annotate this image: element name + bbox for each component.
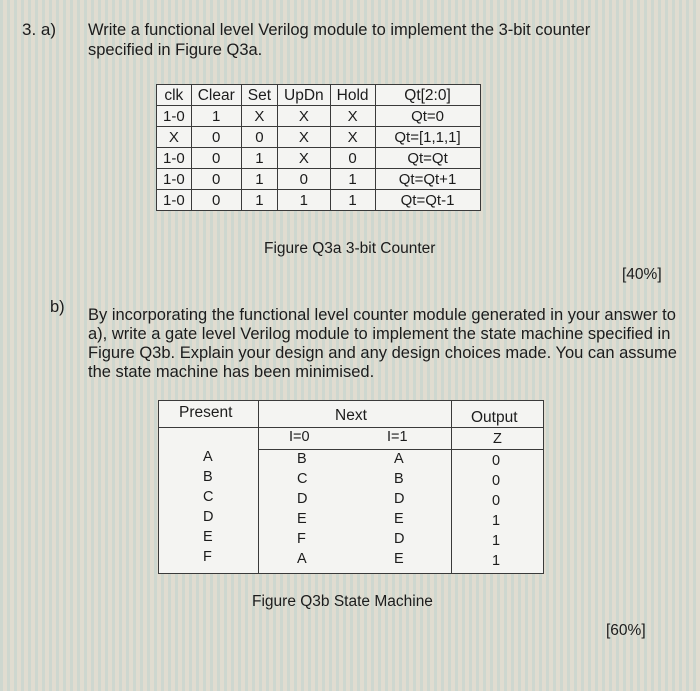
table-cell: 1	[241, 148, 277, 169]
table-cell: Qt=Qt	[375, 148, 480, 169]
next-state-i0: A	[297, 551, 307, 567]
output-z-header: Z	[493, 431, 502, 447]
counter-table-header	[157, 85, 481, 106]
next-state-i0: B	[297, 451, 307, 467]
output-value: 0	[492, 493, 501, 509]
present-state: C	[203, 489, 214, 505]
table-cell: 0	[191, 190, 241, 211]
next-state-i1: E	[394, 511, 404, 527]
header-cell: Set	[241, 85, 277, 106]
table-cell: 0	[191, 148, 241, 169]
next-state-i0: F	[297, 531, 306, 547]
table-cell: X	[330, 127, 375, 148]
state-machine-table	[158, 400, 544, 574]
table-cell: 1-0	[157, 190, 192, 211]
output-value: 1	[492, 553, 501, 569]
table-row	[157, 106, 481, 127]
table-cell: 1	[330, 169, 375, 190]
output-value: 0	[492, 453, 501, 469]
table-cell: 0	[191, 127, 241, 148]
table-row	[157, 190, 481, 211]
next-state-i1: B	[394, 471, 404, 487]
table-cell: X	[241, 106, 277, 127]
table-cell: 1	[191, 106, 241, 127]
next-state-i1: D	[394, 491, 405, 507]
next-state-i1: E	[394, 551, 404, 567]
table-row	[157, 169, 481, 190]
next-i0-header: I=0	[289, 429, 310, 445]
figure-q3b-caption: Figure Q3b State Machine	[252, 593, 433, 610]
part-a-text: Write a functional level Verilog module to implement the 3-bit counter specified in Figure Q3a.	[88, 21, 591, 59]
table-cell: 1	[241, 169, 277, 190]
output-header: Output	[471, 409, 518, 426]
table-cell: 0	[191, 169, 241, 190]
output-value: 1	[492, 513, 501, 529]
table-cell: 0	[241, 127, 277, 148]
header-cell: Qt[2:0]	[375, 85, 480, 106]
present-state: A	[203, 449, 213, 465]
next-state-i0: D	[297, 491, 308, 507]
present-state: E	[203, 529, 213, 545]
header-cell: Hold	[330, 85, 375, 106]
next-i1-header: I=1	[387, 429, 408, 445]
table-cell: X	[278, 148, 331, 169]
header-cell: UpDn	[278, 85, 331, 106]
next-state-i0: E	[297, 511, 307, 527]
header-cell: clk	[157, 85, 192, 106]
question-number: 3. a)	[22, 20, 57, 39]
table-cell: 1-0	[157, 106, 192, 127]
part-b-label: b)	[50, 298, 65, 316]
table-cell: 1	[278, 190, 331, 211]
next-header: Next	[335, 407, 367, 424]
present-header: Present	[179, 404, 233, 421]
table-cell: Qt=0	[375, 106, 480, 127]
marks-part-b: [60%]	[606, 622, 646, 639]
table-cell: X	[330, 106, 375, 127]
next-state-i1: A	[394, 451, 404, 467]
counter-table	[156, 84, 481, 211]
header-cell: Clear	[191, 85, 241, 106]
table-cell: 1-0	[157, 169, 192, 190]
present-state: B	[203, 469, 213, 485]
table-cell: Qt=[1,1,1]	[375, 127, 480, 148]
table-row	[157, 127, 481, 148]
figure-q3a-caption: Figure Q3a 3-bit Counter	[264, 240, 436, 257]
output-value: 0	[492, 473, 501, 489]
marks-part-a: [40%]	[622, 266, 662, 283]
output-value: 1	[492, 533, 501, 549]
table-cell: X	[278, 127, 331, 148]
table-cell: 1	[330, 190, 375, 211]
table-cell: Qt=Qt+1	[375, 169, 480, 190]
table-cell: 1	[241, 190, 277, 211]
table-cell: 0	[330, 148, 375, 169]
next-state-i1: D	[394, 531, 405, 547]
table-cell: X	[278, 106, 331, 127]
present-state: D	[203, 509, 214, 525]
table-cell: 0	[278, 169, 331, 190]
table-row	[157, 148, 481, 169]
table-cell: Qt=Qt-1	[375, 190, 480, 211]
present-state: F	[203, 549, 212, 565]
table-cell: 1-0	[157, 148, 192, 169]
table-cell: X	[157, 127, 192, 148]
part-b-text: By incorporating the functional level counter module generated in your answer to a), write a gate level Verilog module to implement the state machine specified in Figure Q3b. Explain your design and any design choices made. You can assume the state machine has been minimised.	[88, 306, 677, 381]
next-state-i0: C	[297, 471, 308, 487]
